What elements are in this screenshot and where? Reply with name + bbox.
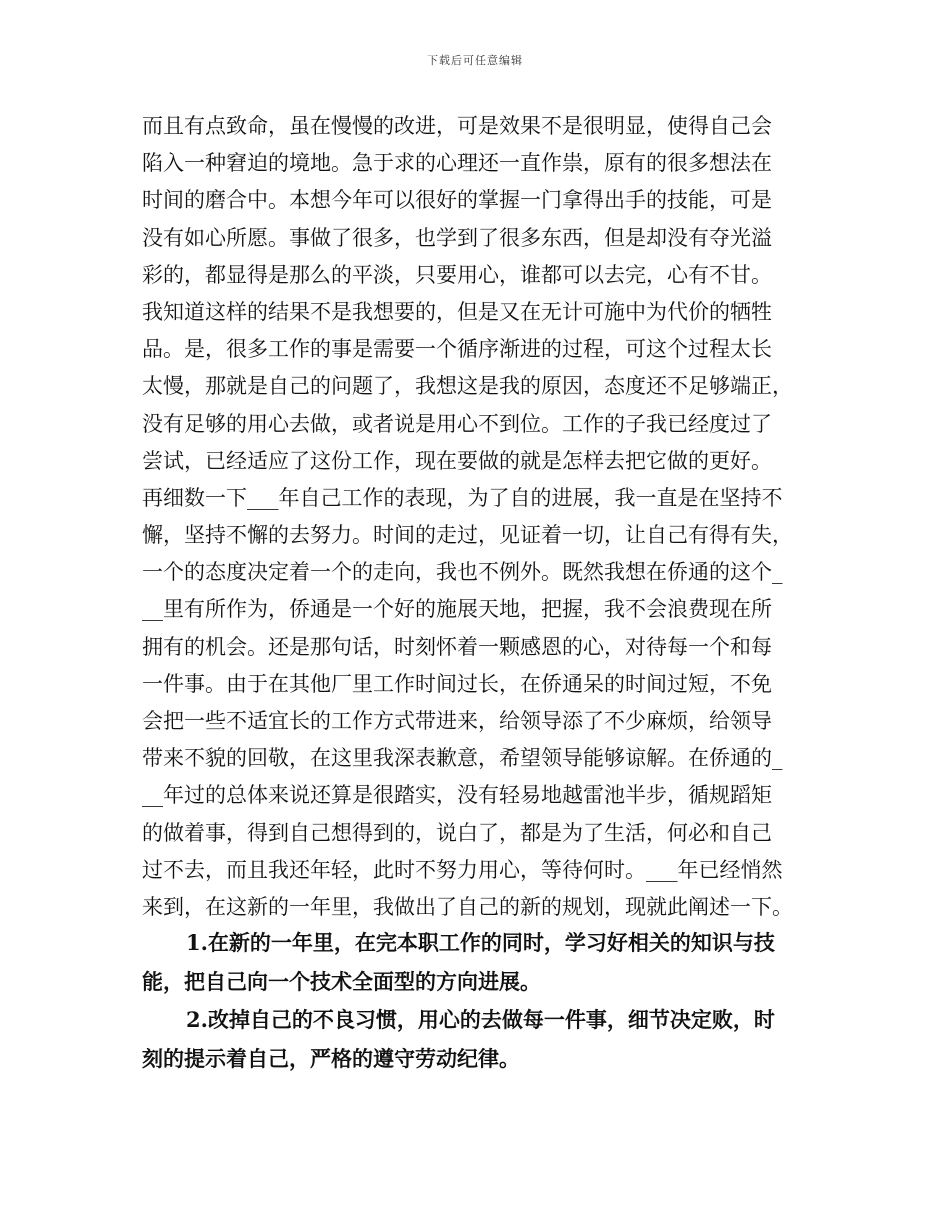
body-line: 时间的磨合中。本想今年可以很好的掌握一门拿得出手的技能，可是 (142, 188, 772, 213)
body-line: 懈，坚持不懈的去努力。时间的走过，见证着一切，让自己有得有失， (142, 523, 793, 548)
body-line: 太慢，那就是自己的问题了，我想这是我的原因，态度还不足够端正， (142, 374, 793, 399)
body-line: 而且有点致命，虽在慢慢的改进，可是效果不是很明显，使得自己会 (142, 114, 772, 138)
body-line: 一个的态度决定着一个的走向，我也不例外。既然我想在侨通的这个_ (142, 560, 783, 585)
body-line: 彩的，都显得是那么的平淡，只要用心，谁都可以去完，心有不甘。 (142, 262, 772, 287)
page-header-note: 下载后可任意编辑 (427, 54, 523, 67)
plan-item-1-line-2: 能，把自己向一个技术全面型的方向进展。 (142, 968, 541, 994)
body-line: 我知道这样的结果不是我想要的，但是又在无计可施中为代价的牺牲 (142, 299, 772, 324)
body-line: 的做着事，得到自己想得到的，说白了，都是为了生活，何必和自己 (142, 820, 772, 845)
body-line: 一件事。由于在其他厂里工作时间过长，在侨通呆的时间过短，不免 (142, 671, 772, 696)
body-line: 尝试，已经适应了这份工作，现在要做的就是怎样去把它做的更好。 (142, 448, 772, 473)
plan-item-2-line-1: 2.改掉自己的不良习惯，用心的去做每一件事，细节决定败，时 (186, 1007, 775, 1032)
plan-items (142, 924, 822, 1078)
body-line: 品。是，很多工作的事是需要一个循序渐进的过程，可这个过程太长 (142, 337, 772, 362)
body-line: 来到，在这新的一年里，我做出了自己的新的规划，现就此阐述一下。 (142, 894, 793, 919)
body-line: __里有所作为，侨通是一个好的施展天地，把握，我不会浪费现在所 (142, 597, 772, 622)
body-line: 带来不貌的回敬，在这里我深表歉意，希望领导能够谅解。在侨通的_ (142, 746, 783, 771)
body-line: 陷入一种窘迫的境地。急于求的心理还一直作祟，原有的很多想法在 (142, 151, 772, 176)
body-line: 拥有的机会。还是那句话，时刻怀着一颗感恩的心，对待每一个和每 (142, 634, 772, 659)
body-line: __年过的总体来说还算是很踏实，没有轻易地越雷池半步，循规蹈矩 (142, 783, 772, 808)
plan-item-2-line-2: 刻的提示着自己，严格的遵守劳动纪律。 (142, 1045, 520, 1071)
body-line: 没有足够的用心去做，或者说是用心不到位。工作的子我已经度过了 (142, 411, 772, 436)
body-line: 没有如心所愿。事做了很多，也学到了很多东西，但是却没有夺光溢 (142, 225, 772, 250)
plan-item-1-line-1: 1.在新的一年里，在完本职工作的同时，学习好相关的知识与技 (186, 930, 775, 955)
body-line: 会把一些不适宜长的工作方式带进来，给领导添了不少麻烦，给领导 (142, 709, 772, 733)
body-line: 过不去，而且我还年轻，此时不努力用心，等待何时。___年已经悄然 (142, 857, 783, 882)
body-line: 再细数一下___年自己工作的表现，为了自的进展，我一直是在坚持不 (142, 485, 783, 510)
document-body (142, 108, 822, 926)
